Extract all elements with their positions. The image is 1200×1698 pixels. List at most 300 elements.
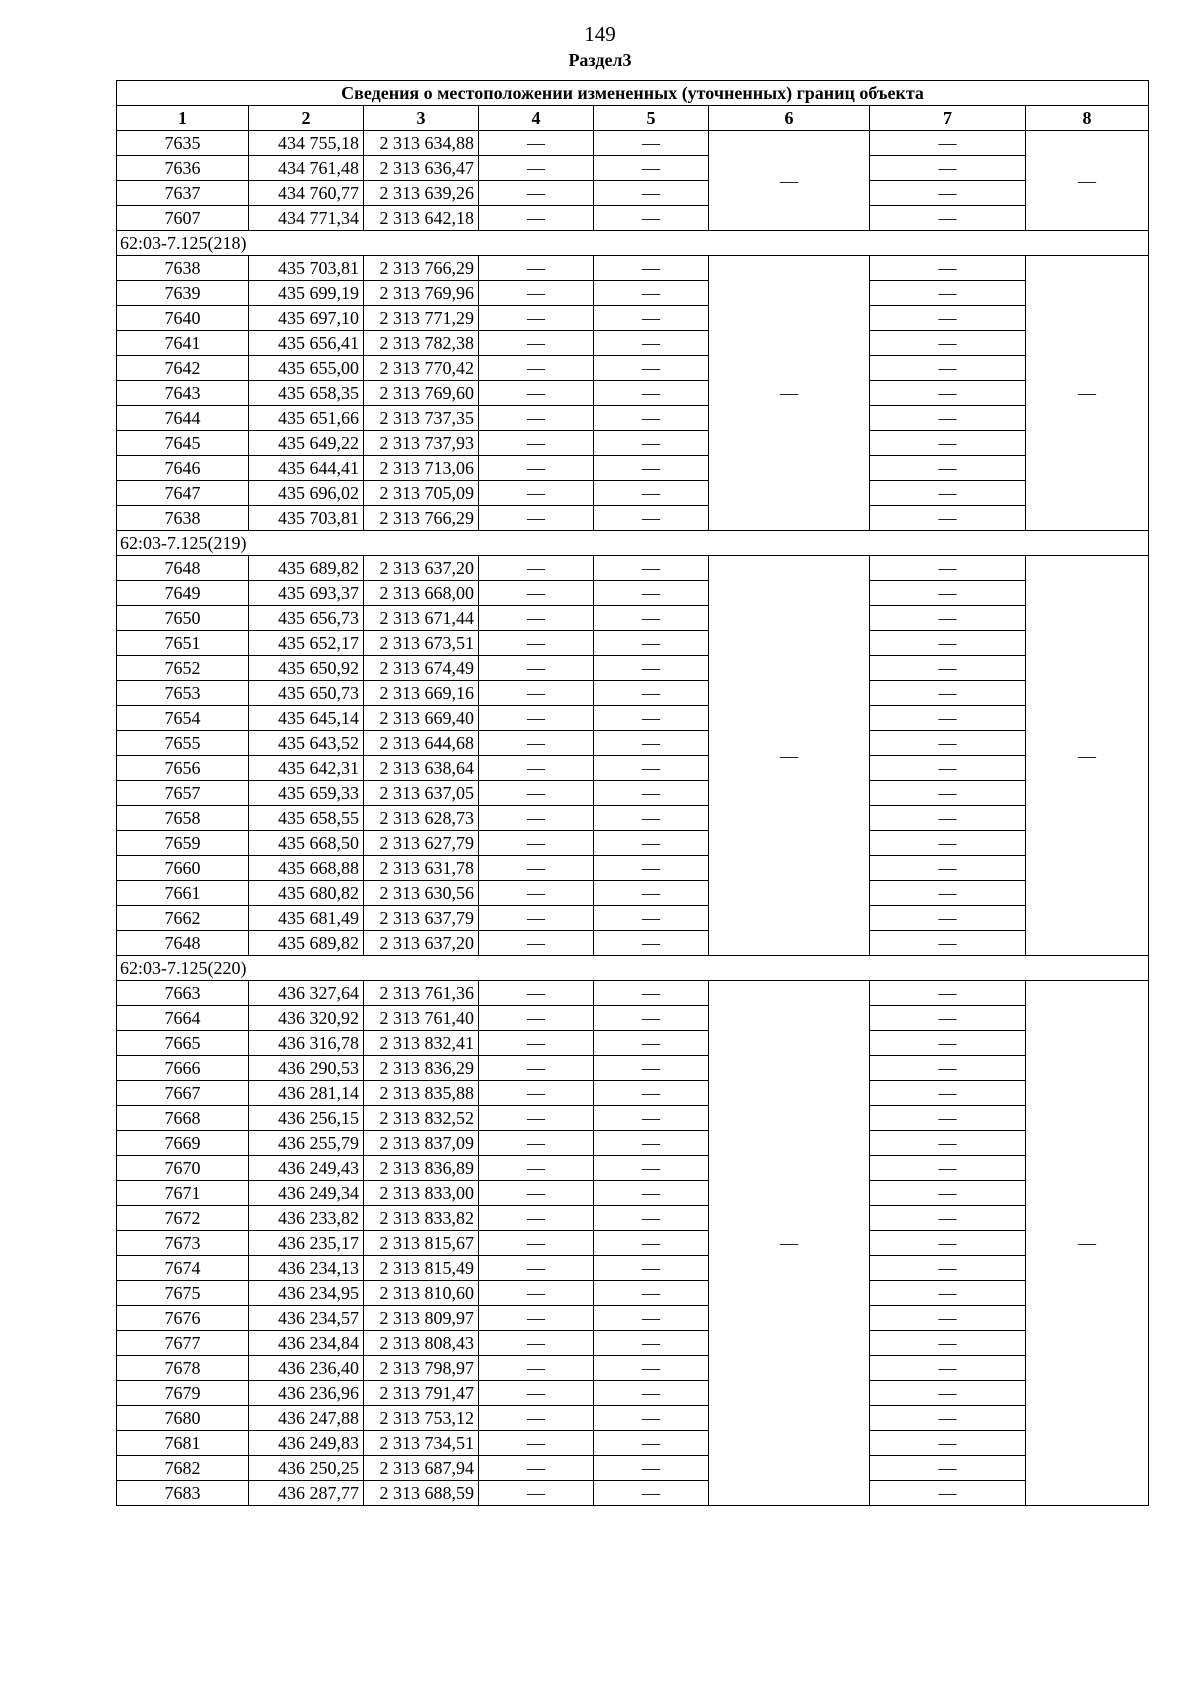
col4-cell: — xyxy=(479,1106,594,1131)
col7-cell: — xyxy=(870,506,1026,531)
point-number-cell: 7666 xyxy=(117,1056,249,1081)
col5-cell: — xyxy=(594,1231,709,1256)
col7-cell: — xyxy=(870,1156,1026,1181)
x-coordinate-cell: 436 281,14 xyxy=(249,1081,364,1106)
y-coordinate-cell: 2 313 782,38 xyxy=(364,331,479,356)
col4-cell: — xyxy=(479,181,594,206)
table-row xyxy=(117,1256,1149,1281)
table-row xyxy=(117,506,1149,531)
y-coordinate-cell: 2 313 770,42 xyxy=(364,356,479,381)
col5-cell: — xyxy=(594,406,709,431)
col7-cell: — xyxy=(870,356,1026,381)
col4-cell: — xyxy=(479,1156,594,1181)
col7-cell: — xyxy=(870,581,1026,606)
y-coordinate-cell: 2 313 832,52 xyxy=(364,1106,479,1131)
y-coordinate-cell: 2 313 673,51 xyxy=(364,631,479,656)
col4-cell: — xyxy=(479,1031,594,1056)
point-number-cell: 7644 xyxy=(117,406,249,431)
col4-cell: — xyxy=(479,1431,594,1456)
table-row xyxy=(117,1406,1149,1431)
point-number-cell: 7671 xyxy=(117,1181,249,1206)
x-coordinate-cell: 436 256,15 xyxy=(249,1106,364,1131)
x-coordinate-cell: 435 650,92 xyxy=(249,656,364,681)
col5-cell: — xyxy=(594,256,709,281)
col4-cell: — xyxy=(479,1206,594,1231)
col5-cell: — xyxy=(594,1256,709,1281)
table-row xyxy=(117,256,1149,281)
col5-cell: — xyxy=(594,931,709,956)
table-row xyxy=(117,406,1149,431)
y-coordinate-cell: 2 313 668,00 xyxy=(364,581,479,606)
table-row xyxy=(117,1181,1149,1206)
group-label: 62:03-7.125(219) xyxy=(117,531,1149,556)
col5-cell: — xyxy=(594,331,709,356)
col4-cell: — xyxy=(479,856,594,881)
col4-cell: — xyxy=(479,306,594,331)
col6-merged-cell: — xyxy=(709,981,870,1506)
column-header: 8 xyxy=(1026,106,1149,131)
x-coordinate-cell: 434 760,77 xyxy=(249,181,364,206)
y-coordinate-cell: 2 313 705,09 xyxy=(364,481,479,506)
table-row xyxy=(117,906,1149,931)
col5-cell: — xyxy=(594,1031,709,1056)
col7-cell: — xyxy=(870,606,1026,631)
point-number-cell: 7668 xyxy=(117,1106,249,1131)
point-number-cell: 7656 xyxy=(117,756,249,781)
col4-cell: — xyxy=(479,831,594,856)
y-coordinate-cell: 2 313 808,43 xyxy=(364,1331,479,1356)
y-coordinate-cell: 2 313 810,60 xyxy=(364,1281,479,1306)
group-label: 62:03-7.125(218) xyxy=(117,231,1149,256)
table-row xyxy=(117,556,1149,581)
point-number-cell: 7638 xyxy=(117,256,249,281)
x-coordinate-cell: 435 650,73 xyxy=(249,681,364,706)
col5-cell: — xyxy=(594,631,709,656)
col4-cell: — xyxy=(479,906,594,931)
col7-cell: — xyxy=(870,631,1026,656)
col4-cell: — xyxy=(479,806,594,831)
y-coordinate-cell: 2 313 766,29 xyxy=(364,256,479,281)
y-coordinate-cell: 2 313 628,73 xyxy=(364,806,479,831)
column-header-row xyxy=(117,106,1149,131)
col5-cell: — xyxy=(594,431,709,456)
x-coordinate-cell: 435 643,52 xyxy=(249,731,364,756)
col7-cell: — xyxy=(870,281,1026,306)
col4-cell: — xyxy=(479,156,594,181)
col5-cell: — xyxy=(594,1131,709,1156)
col4-cell: — xyxy=(479,506,594,531)
x-coordinate-cell: 435 656,41 xyxy=(249,331,364,356)
group-label: 62:03-7.125(220) xyxy=(117,956,1149,981)
point-number-cell: 7683 xyxy=(117,1481,249,1506)
y-coordinate-cell: 2 313 639,26 xyxy=(364,181,479,206)
col7-cell: — xyxy=(870,1331,1026,1356)
x-coordinate-cell: 435 656,73 xyxy=(249,606,364,631)
point-number-cell: 7662 xyxy=(117,906,249,931)
col4-cell: — xyxy=(479,1131,594,1156)
x-coordinate-cell: 435 644,41 xyxy=(249,456,364,481)
point-number-cell: 7679 xyxy=(117,1381,249,1406)
x-coordinate-cell: 435 696,02 xyxy=(249,481,364,506)
x-coordinate-cell: 436 234,95 xyxy=(249,1281,364,1306)
col4-cell: — xyxy=(479,1356,594,1381)
table-row xyxy=(117,281,1149,306)
col5-cell: — xyxy=(594,556,709,581)
col7-cell: — xyxy=(870,1356,1026,1381)
point-number-cell: 7670 xyxy=(117,1156,249,1181)
y-coordinate-cell: 2 313 644,68 xyxy=(364,731,479,756)
x-coordinate-cell: 436 234,57 xyxy=(249,1306,364,1331)
y-coordinate-cell: 2 313 836,29 xyxy=(364,1056,479,1081)
point-number-cell: 7607 xyxy=(117,206,249,231)
x-coordinate-cell: 436 234,13 xyxy=(249,1256,364,1281)
col4-cell: — xyxy=(479,931,594,956)
y-coordinate-cell: 2 313 671,44 xyxy=(364,606,479,631)
point-number-cell: 7641 xyxy=(117,331,249,356)
col4-cell: — xyxy=(479,681,594,706)
col4-cell: — xyxy=(479,456,594,481)
y-coordinate-cell: 2 313 642,18 xyxy=(364,206,479,231)
col4-cell: — xyxy=(479,331,594,356)
point-number-cell: 7647 xyxy=(117,481,249,506)
table-row xyxy=(117,1156,1149,1181)
col5-cell: — xyxy=(594,481,709,506)
y-coordinate-cell: 2 313 737,93 xyxy=(364,431,479,456)
y-coordinate-cell: 2 313 637,79 xyxy=(364,906,479,931)
point-number-cell: 7677 xyxy=(117,1331,249,1356)
col5-cell: — xyxy=(594,1056,709,1081)
col4-cell: — xyxy=(479,606,594,631)
y-coordinate-cell: 2 313 815,67 xyxy=(364,1231,479,1256)
table-row xyxy=(117,706,1149,731)
table-row xyxy=(117,156,1149,181)
col4-cell: — xyxy=(479,256,594,281)
point-number-cell: 7651 xyxy=(117,631,249,656)
col7-cell: — xyxy=(870,656,1026,681)
boundary-coordinates-table xyxy=(116,80,1149,1506)
point-number-cell: 7674 xyxy=(117,1256,249,1281)
x-coordinate-cell: 435 652,17 xyxy=(249,631,364,656)
col6-merged-cell: — xyxy=(709,131,870,231)
table-row xyxy=(117,856,1149,881)
point-number-cell: 7648 xyxy=(117,556,249,581)
y-coordinate-cell: 2 313 815,49 xyxy=(364,1256,479,1281)
table-row xyxy=(117,831,1149,856)
point-number-cell: 7639 xyxy=(117,281,249,306)
col4-cell: — xyxy=(479,1256,594,1281)
col4-cell: — xyxy=(479,1056,594,1081)
x-coordinate-cell: 436 287,77 xyxy=(249,1481,364,1506)
col7-cell: — xyxy=(870,406,1026,431)
section-title: Раздел3 xyxy=(568,50,632,70)
col7-cell: — xyxy=(870,1131,1026,1156)
y-coordinate-cell: 2 313 637,20 xyxy=(364,931,479,956)
col7-cell: — xyxy=(870,1206,1026,1231)
col7-cell: — xyxy=(870,831,1026,856)
col5-cell: — xyxy=(594,1406,709,1431)
table-row xyxy=(117,656,1149,681)
x-coordinate-cell: 435 651,66 xyxy=(249,406,364,431)
point-number-cell: 7640 xyxy=(117,306,249,331)
y-coordinate-cell: 2 313 835,88 xyxy=(364,1081,479,1106)
col7-cell: — xyxy=(870,1281,1026,1306)
table-row xyxy=(117,181,1149,206)
col5-cell: — xyxy=(594,981,709,1006)
point-number-cell: 7682 xyxy=(117,1456,249,1481)
table-row xyxy=(117,806,1149,831)
col7-cell: — xyxy=(870,306,1026,331)
point-number-cell: 7676 xyxy=(117,1306,249,1331)
col7-cell: — xyxy=(870,806,1026,831)
y-coordinate-cell: 2 313 769,96 xyxy=(364,281,479,306)
x-coordinate-cell: 435 680,82 xyxy=(249,881,364,906)
col7-cell: — xyxy=(870,1456,1026,1481)
col8-merged-cell: — xyxy=(1026,556,1149,956)
col7-cell: — xyxy=(870,1081,1026,1106)
column-header: 2 xyxy=(249,106,364,131)
col7-cell: — xyxy=(870,1381,1026,1406)
table-row xyxy=(117,356,1149,381)
table-row xyxy=(117,1081,1149,1106)
col4-cell: — xyxy=(479,1331,594,1356)
table-row xyxy=(117,1431,1149,1456)
col7-cell: — xyxy=(870,431,1026,456)
table-row xyxy=(117,881,1149,906)
col4-cell: — xyxy=(479,1481,594,1506)
table-row xyxy=(117,306,1149,331)
x-coordinate-cell: 435 668,88 xyxy=(249,856,364,881)
col5-cell: — xyxy=(594,1306,709,1331)
x-coordinate-cell: 436 236,40 xyxy=(249,1356,364,1381)
x-coordinate-cell: 435 659,33 xyxy=(249,781,364,806)
point-number-cell: 7635 xyxy=(117,131,249,156)
table-row xyxy=(117,1006,1149,1031)
col5-cell: — xyxy=(594,306,709,331)
point-number-cell: 7646 xyxy=(117,456,249,481)
y-coordinate-cell: 2 313 798,97 xyxy=(364,1356,479,1381)
col4-cell: — xyxy=(479,781,594,806)
col4-cell: — xyxy=(479,1456,594,1481)
col7-cell: — xyxy=(870,706,1026,731)
column-header: 6 xyxy=(709,106,870,131)
col5-cell: — xyxy=(594,1181,709,1206)
y-coordinate-cell: 2 313 631,78 xyxy=(364,856,479,881)
table-row xyxy=(117,681,1149,706)
x-coordinate-cell: 435 642,31 xyxy=(249,756,364,781)
y-coordinate-cell: 2 313 833,00 xyxy=(364,1181,479,1206)
col5-cell: — xyxy=(594,806,709,831)
table-caption: Сведения о местоположении измененных (уточненных) границ объекта xyxy=(117,81,1149,106)
point-number-cell: 7664 xyxy=(117,1006,249,1031)
col5-cell: — xyxy=(594,1281,709,1306)
col7-cell: — xyxy=(870,256,1026,281)
y-coordinate-cell: 2 313 809,97 xyxy=(364,1306,479,1331)
y-coordinate-cell: 2 313 637,05 xyxy=(364,781,479,806)
col7-cell: — xyxy=(870,731,1026,756)
col4-cell: — xyxy=(479,631,594,656)
table-row xyxy=(117,1381,1149,1406)
col5-cell: — xyxy=(594,456,709,481)
table-row xyxy=(117,1306,1149,1331)
y-coordinate-cell: 2 313 791,47 xyxy=(364,1381,479,1406)
table-body xyxy=(117,131,1149,1506)
point-number-cell: 7663 xyxy=(117,981,249,1006)
y-coordinate-cell: 2 313 766,29 xyxy=(364,506,479,531)
point-number-cell: 7655 xyxy=(117,731,249,756)
col4-cell: — xyxy=(479,281,594,306)
table-row xyxy=(117,1131,1149,1156)
col4-cell: — xyxy=(479,706,594,731)
column-header: 4 xyxy=(479,106,594,131)
point-number-cell: 7678 xyxy=(117,1356,249,1381)
y-coordinate-cell: 2 313 833,82 xyxy=(364,1206,479,1231)
col6-merged-cell: — xyxy=(709,256,870,531)
col6-merged-cell: — xyxy=(709,556,870,956)
col5-cell: — xyxy=(594,181,709,206)
col5-cell: — xyxy=(594,1006,709,1031)
point-number-cell: 7638 xyxy=(117,506,249,531)
y-coordinate-cell: 2 313 638,64 xyxy=(364,756,479,781)
x-coordinate-cell: 436 320,92 xyxy=(249,1006,364,1031)
table-row xyxy=(117,331,1149,356)
col7-cell: — xyxy=(870,856,1026,881)
col5-cell: — xyxy=(594,1081,709,1106)
col7-cell: — xyxy=(870,1431,1026,1456)
col4-cell: — xyxy=(479,1406,594,1431)
col4-cell: — xyxy=(479,206,594,231)
col5-cell: — xyxy=(594,206,709,231)
x-coordinate-cell: 435 703,81 xyxy=(249,256,364,281)
col5-cell: — xyxy=(594,131,709,156)
point-number-cell: 7657 xyxy=(117,781,249,806)
table-row xyxy=(117,631,1149,656)
col7-cell: — xyxy=(870,1056,1026,1081)
column-header: 3 xyxy=(364,106,479,131)
y-coordinate-cell: 2 313 669,16 xyxy=(364,681,479,706)
col5-cell: — xyxy=(594,506,709,531)
point-number-cell: 7652 xyxy=(117,656,249,681)
x-coordinate-cell: 436 249,43 xyxy=(249,1156,364,1181)
point-number-cell: 7637 xyxy=(117,181,249,206)
point-number-cell: 7649 xyxy=(117,581,249,606)
x-coordinate-cell: 434 771,34 xyxy=(249,206,364,231)
table-row xyxy=(117,581,1149,606)
table-row xyxy=(117,731,1149,756)
col7-cell: — xyxy=(870,1031,1026,1056)
y-coordinate-cell: 2 313 737,35 xyxy=(364,406,479,431)
col7-cell: — xyxy=(870,881,1026,906)
y-coordinate-cell: 2 313 674,49 xyxy=(364,656,479,681)
col7-cell: — xyxy=(870,456,1026,481)
col7-cell: — xyxy=(870,381,1026,406)
table-row xyxy=(117,781,1149,806)
x-coordinate-cell: 436 235,17 xyxy=(249,1231,364,1256)
point-number-cell: 7645 xyxy=(117,431,249,456)
col4-cell: — xyxy=(479,381,594,406)
col5-cell: — xyxy=(594,1156,709,1181)
point-number-cell: 7658 xyxy=(117,806,249,831)
col4-cell: — xyxy=(479,756,594,781)
col4-cell: — xyxy=(479,356,594,381)
point-number-cell: 7661 xyxy=(117,881,249,906)
col5-cell: — xyxy=(594,1331,709,1356)
table-row xyxy=(117,1056,1149,1081)
table-row xyxy=(117,481,1149,506)
table-row xyxy=(117,431,1149,456)
table-row xyxy=(117,1281,1149,1306)
col5-cell: — xyxy=(594,1431,709,1456)
col5-cell: — xyxy=(594,831,709,856)
col5-cell: — xyxy=(594,756,709,781)
table-row xyxy=(117,931,1149,956)
point-number-cell: 7667 xyxy=(117,1081,249,1106)
col8-merged-cell: — xyxy=(1026,981,1149,1506)
y-coordinate-cell: 2 313 688,59 xyxy=(364,1481,479,1506)
y-coordinate-cell: 2 313 713,06 xyxy=(364,456,479,481)
col7-cell: — xyxy=(870,1306,1026,1331)
y-coordinate-cell: 2 313 771,29 xyxy=(364,306,479,331)
y-coordinate-cell: 2 313 837,09 xyxy=(364,1131,479,1156)
col7-cell: — xyxy=(870,906,1026,931)
col5-cell: — xyxy=(594,156,709,181)
point-number-cell: 7675 xyxy=(117,1281,249,1306)
x-coordinate-cell: 435 658,35 xyxy=(249,381,364,406)
col4-cell: — xyxy=(479,1281,594,1306)
col4-cell: — xyxy=(479,1181,594,1206)
x-coordinate-cell: 436 316,78 xyxy=(249,1031,364,1056)
x-coordinate-cell: 436 233,82 xyxy=(249,1206,364,1231)
y-coordinate-cell: 2 313 761,36 xyxy=(364,981,479,1006)
y-coordinate-cell: 2 313 753,12 xyxy=(364,1406,479,1431)
y-coordinate-cell: 2 313 687,94 xyxy=(364,1456,479,1481)
x-coordinate-cell: 435 658,55 xyxy=(249,806,364,831)
point-number-cell: 7672 xyxy=(117,1206,249,1231)
point-number-cell: 7665 xyxy=(117,1031,249,1056)
group-header-row xyxy=(117,956,1149,981)
col5-cell: — xyxy=(594,1356,709,1381)
col5-cell: — xyxy=(594,1106,709,1131)
x-coordinate-cell: 434 755,18 xyxy=(249,131,364,156)
point-number-cell: 7680 xyxy=(117,1406,249,1431)
col5-cell: — xyxy=(594,681,709,706)
x-coordinate-cell: 436 327,64 xyxy=(249,981,364,1006)
table-row xyxy=(117,456,1149,481)
y-coordinate-cell: 2 313 627,79 xyxy=(364,831,479,856)
col7-cell: — xyxy=(870,981,1026,1006)
page-number: 149 xyxy=(584,22,616,46)
col4-cell: — xyxy=(479,481,594,506)
point-number-cell: 7681 xyxy=(117,1431,249,1456)
point-number-cell: 7643 xyxy=(117,381,249,406)
col4-cell: — xyxy=(479,1081,594,1106)
col4-cell: — xyxy=(479,656,594,681)
col5-cell: — xyxy=(594,1456,709,1481)
col4-cell: — xyxy=(479,1231,594,1256)
col4-cell: — xyxy=(479,406,594,431)
table-row xyxy=(117,756,1149,781)
table-row xyxy=(117,1481,1149,1506)
y-coordinate-cell: 2 313 636,47 xyxy=(364,156,479,181)
table-row xyxy=(117,1031,1149,1056)
x-coordinate-cell: 434 761,48 xyxy=(249,156,364,181)
col4-cell: — xyxy=(479,581,594,606)
col7-cell: — xyxy=(870,556,1026,581)
y-coordinate-cell: 2 313 769,60 xyxy=(364,381,479,406)
point-number-cell: 7636 xyxy=(117,156,249,181)
y-coordinate-cell: 2 313 637,20 xyxy=(364,556,479,581)
x-coordinate-cell: 436 250,25 xyxy=(249,1456,364,1481)
point-number-cell: 7648 xyxy=(117,931,249,956)
